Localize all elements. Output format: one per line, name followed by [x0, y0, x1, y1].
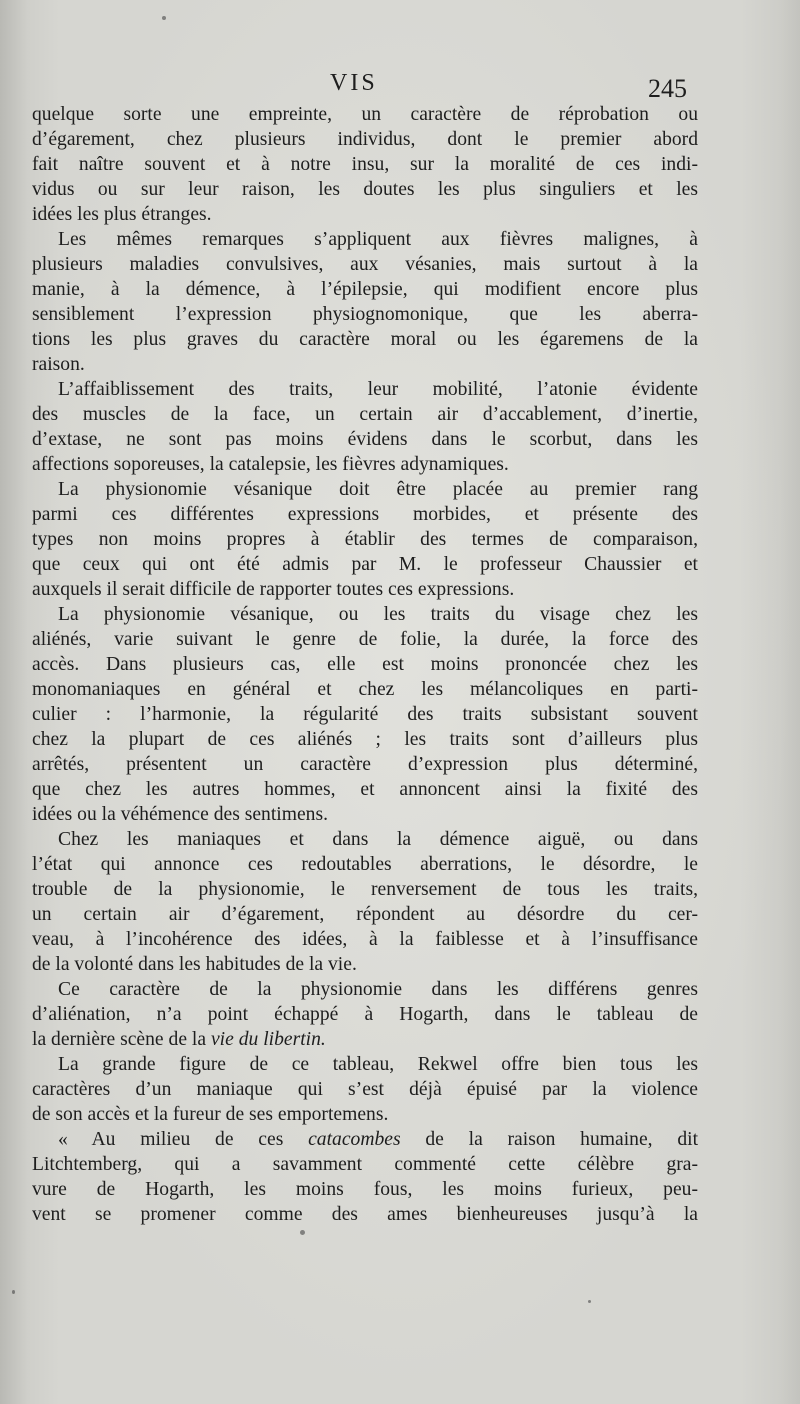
text-line-content: l’état qui annonce ces redoutables aberrations, le désordre, le [32, 854, 698, 875]
text-line-content: un certain air d’égarement, répondent au désordre du cer- [32, 904, 698, 925]
text-line-content: La physionomie vésanique doit être placée au premier rang [58, 479, 698, 500]
text-line-content: parmi ces différentes expressions morbides, et présente des [32, 504, 698, 525]
text-line [32, 752, 698, 777]
text-line [32, 777, 698, 802]
text-line-content: trouble de la physionomie, le renversement de tous les traits, [32, 879, 698, 900]
text-line [32, 327, 698, 352]
text-line-content: auxquels il serait difficile de rapporter toutes ces expressions. [32, 579, 515, 600]
text-line-content: de la volonté dans les habitudes de la vie. [32, 954, 357, 975]
text-line [32, 452, 698, 477]
text-line [32, 177, 698, 202]
text-line [32, 1202, 698, 1227]
text-line-content: Litchtemberg, qui a savamment commenté cette célèbre gra- [32, 1154, 698, 1175]
text-line-content: la dernière scène de la [32, 1029, 211, 1050]
text-line [32, 127, 698, 152]
text-line-content: affections soporeuses, la catalepsie, les fièvres adynamiques. [32, 454, 509, 475]
text-line-content: que chez les autres hommes, et annoncent ainsi la fixité des [32, 779, 698, 800]
text-line-content: que ceux qui ont été admis par M. le professeur Chaussier et [32, 554, 698, 575]
text-line-content: types non moins propres à établir des termes de comparaison, [32, 529, 698, 550]
text-line-content: « Au milieu de ces [58, 1129, 309, 1150]
text-line [32, 702, 698, 727]
text-line-content: raison. [32, 354, 85, 375]
text-line [32, 302, 698, 327]
text-line [32, 1027, 698, 1052]
text-line-content: Ce caractère de la physionomie dans les différens genres [58, 979, 698, 1000]
page-number: 245 [648, 74, 687, 103]
text-line [32, 252, 698, 277]
text-line-content: culier : l’harmonie, la régularité des traits subsistant souvent [32, 704, 698, 725]
text-line-content: monomaniaques en général et chez les mélancoliques en parti- [32, 679, 698, 700]
italic-term: catacombes [308, 1129, 401, 1150]
text-line-content: chez la plupart de ces aliénés ; les traits sont d’ailleurs plus [32, 729, 698, 750]
paper-speck [162, 16, 166, 20]
text-line [32, 1152, 698, 1177]
text-line-content: L’affaiblissement des traits, leur mobilité, l’atonie évidente [58, 379, 698, 400]
text-line [32, 152, 698, 177]
page-header [0, 66, 800, 106]
text-line [32, 227, 698, 252]
text-line [32, 527, 698, 552]
text-line [32, 377, 698, 402]
text-line-content: idées ou la véhémence des sentimens. [32, 804, 328, 825]
text-line-content: des muscles de la face, un certain air d’accablement, d’inertie, [32, 404, 698, 425]
text-line [32, 427, 698, 452]
text-line [32, 552, 698, 577]
text-line [32, 852, 698, 877]
text-line [32, 1177, 698, 1202]
text-line-content: idées les plus étranges. [32, 204, 212, 225]
text-line-content: tions les plus graves du caractère moral ou les égaremens de la [32, 329, 698, 350]
text-line [32, 877, 698, 902]
text-line-content: de la raison humaine, dit [400, 1129, 698, 1150]
text-line-content: arrêtés, présentent un caractère d’expression plus déterminé, [32, 754, 698, 775]
text-line-content: aliénés, varie suivant le genre de folie, la durée, la force des [32, 629, 698, 650]
italic-title: vie du libertin. [210, 1029, 326, 1050]
text-line-content: La physionomie vésanique, ou les traits du visage chez les [58, 604, 698, 625]
text-line-content: veau, à l’incohérence des idées, à la faiblesse et à l’insuffisance [32, 929, 698, 950]
text-line [32, 627, 698, 652]
text-line [32, 102, 698, 127]
text-line-content: manie, à la démence, à l’épilepsie, qui modifient encore plus [32, 279, 698, 300]
text-line [32, 1052, 698, 1077]
text-line [32, 727, 698, 752]
text-line-content: d’égarement, chez plusieurs individus, dont le premier abord [32, 129, 698, 150]
text-line [32, 1077, 698, 1102]
paper-speck [300, 1230, 305, 1235]
body-text [32, 102, 698, 1227]
text-line [32, 577, 698, 602]
text-line-content: Chez les maniaques et dans la démence aiguë, ou dans [58, 829, 698, 850]
text-line [32, 1127, 698, 1152]
text-line [32, 827, 698, 852]
text-line [32, 602, 698, 627]
text-line-content: de son accès et la fureur de ses emportemens. [32, 1104, 389, 1125]
text-line-content: La grande figure de ce tableau, Rekwel offre bien tous les [58, 1054, 698, 1075]
text-line-content: fait naître souvent et à notre insu, sur la moralité de ces indi- [32, 154, 698, 175]
text-line [32, 502, 698, 527]
text-line [32, 352, 698, 377]
text-line [32, 927, 698, 952]
text-line [32, 952, 698, 977]
paper-speck [12, 1290, 15, 1294]
text-line-content: d’extase, ne sont pas moins évidens dans le scorbut, dans les [32, 429, 698, 450]
text-line [32, 802, 698, 827]
text-line-content: accès. Dans plusieurs cas, elle est moins prononcée chez les [32, 654, 698, 675]
paper-speck [588, 1300, 591, 1303]
text-line [32, 202, 698, 227]
running-head: VIS [330, 70, 378, 96]
text-line [32, 1102, 698, 1127]
text-line [32, 652, 698, 677]
text-line [32, 977, 698, 1002]
text-line-content: sensiblement l’expression physiognomonique, que les aberra- [32, 304, 698, 325]
text-line-content: quelque sorte une empreinte, un caractère de réprobation ou [32, 104, 698, 125]
text-line-content: Les mêmes remarques s’appliquent aux fièvres malignes, à [58, 229, 698, 250]
text-line-content: vent se promener comme des ames bienheureuses jusqu’à la [32, 1204, 698, 1225]
text-line-content: vure de Hogarth, les moins fous, les moins furieux, peu- [32, 1179, 698, 1200]
text-line [32, 902, 698, 927]
text-line [32, 677, 698, 702]
text-line-content: d’aliénation, n’a point échappé à Hogarth, dans le tableau de [32, 1004, 698, 1025]
text-line-content: vidus ou sur leur raison, les doutes les plus singuliers et les [32, 179, 698, 200]
text-line [32, 1002, 698, 1027]
text-line [32, 277, 698, 302]
text-line [32, 477, 698, 502]
text-line-content: caractères d’un maniaque qui s’est déjà épuisé par la violence [32, 1079, 698, 1100]
text-line-content: plusieurs maladies convulsives, aux vésanies, mais surtout à la [32, 254, 698, 275]
text-line [32, 402, 698, 427]
